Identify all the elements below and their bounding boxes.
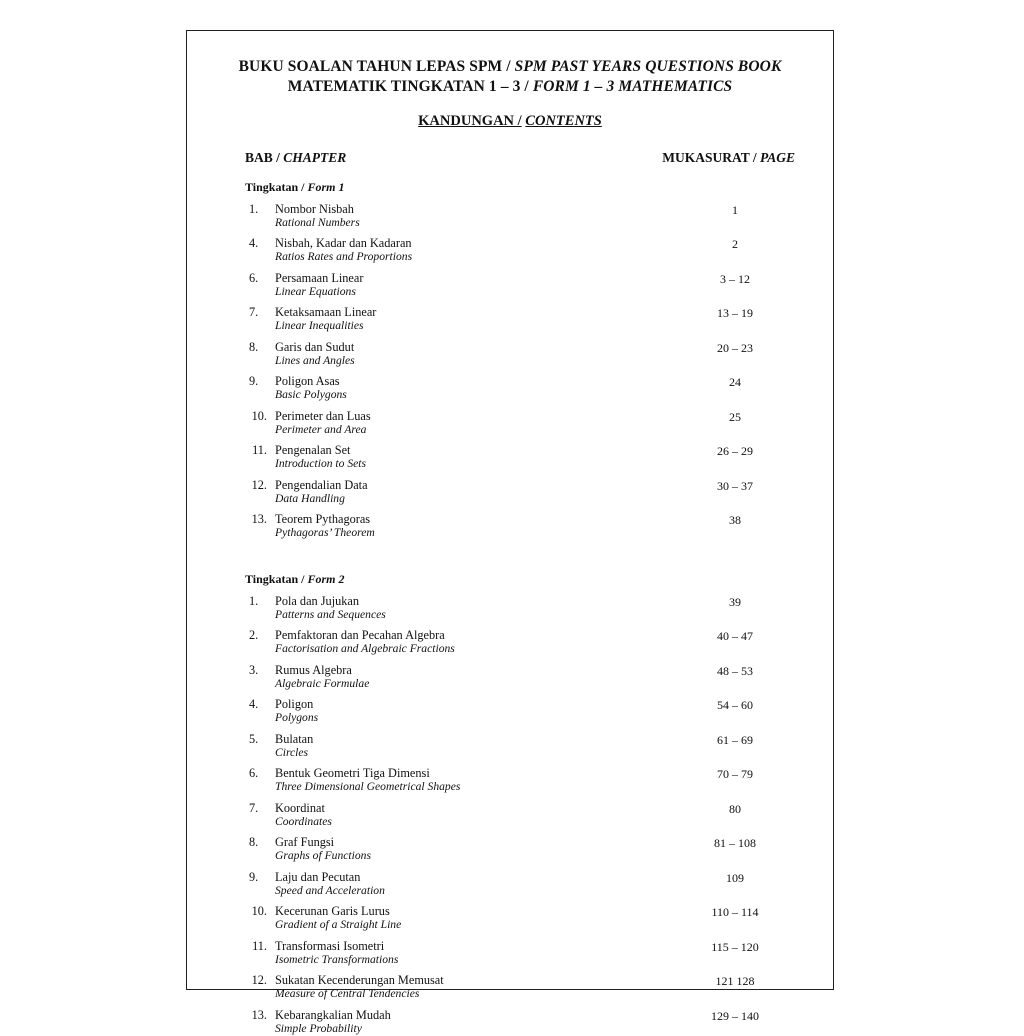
chapter-titles xyxy=(271,236,675,264)
table-row xyxy=(215,870,805,898)
chapter-title-malay: Persamaan Linear xyxy=(275,270,364,285)
chapter-number: 7. xyxy=(249,305,259,319)
chapter-page: 54 – 60 xyxy=(717,698,753,712)
table-row xyxy=(215,594,805,622)
chapter-titles xyxy=(271,305,675,333)
contents-heading xyxy=(215,113,805,130)
chapter-number: 6. xyxy=(249,270,259,285)
chapter-page: 129 – 140 xyxy=(711,1008,759,1023)
chapter-number: 13. xyxy=(251,512,267,526)
chapter-number: 12. xyxy=(251,477,267,492)
contents-heading-malay: KANDUNGAN / xyxy=(418,113,522,129)
chapter-title-malay: Bentuk Geometri Tiga Dimensi xyxy=(275,766,430,780)
column-header-page xyxy=(662,150,795,166)
chapter-title-english: Gradient of a Straight Line xyxy=(275,918,402,931)
chapter-page: 20 – 23 xyxy=(717,340,753,355)
chapter-title-malay: Ketaksamaan Linear xyxy=(275,305,377,319)
section-heading-form-1-english: Form 1 xyxy=(307,180,345,194)
chapter-page: 40 – 47 xyxy=(717,629,753,643)
chapter-number: 9. xyxy=(249,374,259,388)
chapter-title-malay: Nombor Nisbah xyxy=(275,201,354,216)
table-row xyxy=(215,305,805,333)
chapter-number: 1. xyxy=(249,593,259,608)
chapter-title-malay: Pola dan Jujukan xyxy=(275,593,360,608)
chapter-title-malay: Poligon xyxy=(275,697,314,711)
chapter-page: 2 xyxy=(732,237,738,251)
table-row xyxy=(215,697,805,725)
chapter-number: 1. xyxy=(249,201,259,216)
chapter-titles xyxy=(271,340,675,368)
chapter-page: 80 xyxy=(729,801,741,816)
chapter-title-english: Algebraic Formulae xyxy=(275,676,370,690)
chapter-number: 4. xyxy=(249,697,259,711)
chapter-titles xyxy=(271,766,675,794)
chapter-title-malay: Poligon Asas xyxy=(275,374,340,388)
chapter-titles xyxy=(271,409,675,437)
chapter-page: 81 – 108 xyxy=(714,836,756,850)
chapter-number: 8. xyxy=(249,339,259,354)
chapter-titles xyxy=(271,904,675,932)
chapter-title-malay: Pengendalian Data xyxy=(275,477,368,492)
table-row xyxy=(215,512,805,540)
chapter-list-form-2 xyxy=(215,594,805,1036)
table-row xyxy=(215,904,805,932)
chapter-number: 11. xyxy=(252,443,267,457)
chapter-titles xyxy=(271,697,675,725)
chapter-page: 30 – 37 xyxy=(717,478,753,493)
chapter-title-malay: Perimeter dan Luas xyxy=(275,408,371,423)
chapter-page: 25 xyxy=(729,409,741,424)
chapter-page: 70 – 79 xyxy=(717,767,753,781)
chapter-title-malay: Sukatan Kecenderungan Memusat xyxy=(275,973,444,987)
chapter-title-english: Graphs of Functions xyxy=(275,849,371,862)
chapter-page: 26 – 29 xyxy=(717,444,753,458)
document-page xyxy=(186,30,834,1035)
column-header-chapter-english: CHAPTER xyxy=(283,150,347,165)
chapter-page: 109 xyxy=(726,870,744,885)
book-title-line-1 xyxy=(215,57,805,77)
chapter-number: 4. xyxy=(249,236,259,250)
chapter-titles xyxy=(271,973,675,1001)
chapter-title-english: Speed and Acceleration xyxy=(275,883,385,897)
section-heading-form-1-malay: Tingkatan / xyxy=(245,180,305,194)
chapter-titles xyxy=(271,663,675,691)
chapter-titles xyxy=(271,870,675,898)
chapter-title-english: Perimeter and Area xyxy=(275,422,367,436)
chapter-title-english: Linear Inequalities xyxy=(275,319,364,332)
chapter-number: 12. xyxy=(251,973,267,987)
section-heading-form-2-english: Form 2 xyxy=(307,572,345,586)
chapter-number: 8. xyxy=(249,835,259,849)
chapter-number: 11. xyxy=(252,938,267,953)
section-spacer xyxy=(215,540,805,558)
table-row xyxy=(215,202,805,230)
chapter-title-malay: Koordinat xyxy=(275,800,325,815)
chapter-number: 10. xyxy=(251,408,267,423)
chapter-titles xyxy=(271,271,675,299)
chapter-number: 2. xyxy=(249,628,259,642)
table-row xyxy=(215,973,805,1001)
section-heading-form-2-malay: Tingkatan / xyxy=(245,572,305,586)
chapter-title-english: Circles xyxy=(275,745,309,759)
chapter-title-english: Coordinates xyxy=(275,814,332,828)
column-header-page-malay: MUKASURAT / xyxy=(662,150,757,165)
chapter-title-english: Introduction to Sets xyxy=(275,457,367,470)
chapter-title-english: Factorisation and Algebraic Fractions xyxy=(275,642,455,655)
column-header-chapter-malay: BAB / xyxy=(245,150,280,165)
chapter-titles xyxy=(271,1008,675,1036)
chapter-page: 110 – 114 xyxy=(711,905,759,919)
chapter-title-malay: Laju dan Pecutan xyxy=(275,869,361,884)
chapter-title-malay: Garis dan Sudut xyxy=(275,339,355,354)
table-row xyxy=(215,478,805,506)
chapter-title-english: Polygons xyxy=(275,711,319,724)
chapter-titles xyxy=(271,939,675,967)
chapter-title-malay: Graf Fungsi xyxy=(275,835,335,849)
table-row xyxy=(215,443,805,471)
book-title-english: SPM PAST YEARS QUESTIONS BOOK xyxy=(514,58,782,75)
chapter-title-malay: Nisbah, Kadar dan Kadaran xyxy=(275,236,412,250)
chapter-titles xyxy=(271,512,675,540)
table-row xyxy=(215,340,805,368)
chapter-title-english: Rational Numbers xyxy=(275,215,360,229)
table-row xyxy=(215,939,805,967)
chapter-titles xyxy=(271,374,675,402)
chapter-title-malay: Rumus Algebra xyxy=(275,662,352,677)
chapter-titles xyxy=(271,732,675,760)
column-header-page-english: PAGE xyxy=(759,150,795,165)
chapter-number: 9. xyxy=(249,869,259,884)
chapter-number: 5. xyxy=(249,731,259,746)
table-row xyxy=(215,409,805,437)
chapter-title-malay: Pemfaktoran dan Pecahan Algebra xyxy=(275,628,445,642)
document-content xyxy=(187,31,833,1035)
chapter-page: 115 – 120 xyxy=(711,939,759,954)
chapter-title-english: Pythagoras’ Theorem xyxy=(275,526,375,539)
table-row xyxy=(215,801,805,829)
chapter-title-english: Data Handling xyxy=(275,491,345,505)
chapter-titles xyxy=(271,628,675,656)
book-subtitle-line-2 xyxy=(215,77,805,97)
table-row xyxy=(215,374,805,402)
chapter-page: 1 xyxy=(732,202,738,217)
chapter-titles xyxy=(271,202,675,230)
chapter-page: 48 – 53 xyxy=(717,663,753,678)
book-subtitle-english: FORM 1 – 3 MATHEMATICS xyxy=(532,78,733,95)
chapter-title-english: Ratios Rates and Proportions xyxy=(275,250,413,263)
table-row xyxy=(215,236,805,264)
chapter-title-malay: Bulatan xyxy=(275,731,314,746)
chapter-title-english: Isometric Transformations xyxy=(275,952,399,966)
chapter-title-malay: Transformasi Isometri xyxy=(275,938,385,953)
chapter-number: 10. xyxy=(251,904,267,918)
chapter-titles xyxy=(271,443,675,471)
table-row xyxy=(215,663,805,691)
chapter-title-english: Measure of Central Tendencies xyxy=(275,987,420,1000)
table-row xyxy=(215,732,805,760)
contents-heading-english: CONTENTS xyxy=(525,113,602,129)
chapter-page: 13 – 19 xyxy=(717,306,753,320)
table-row xyxy=(215,766,805,794)
chapter-list-form-1 xyxy=(215,202,805,541)
chapter-titles xyxy=(271,594,675,622)
chapter-page: 3 – 12 xyxy=(720,271,750,286)
chapter-title-malay: Kecerunan Garis Lurus xyxy=(275,904,390,918)
chapter-number: 13. xyxy=(251,1007,267,1022)
table-row xyxy=(215,271,805,299)
chapter-number: 3. xyxy=(249,662,259,677)
chapter-title-malay: Pengenalan Set xyxy=(275,443,351,457)
chapter-title-english: Patterns and Sequences xyxy=(275,607,386,621)
chapter-titles xyxy=(271,835,675,863)
chapter-page: 24 xyxy=(729,375,741,389)
column-header-chapter xyxy=(245,150,346,166)
table-row xyxy=(215,628,805,656)
chapter-title-english: Simple Probability xyxy=(275,1021,362,1035)
chapter-title-malay: Kebarangkalian Mudah xyxy=(275,1007,391,1022)
section-heading-form-2 xyxy=(215,572,805,587)
table-column-headers xyxy=(215,150,805,166)
chapter-title-malay: Teorem Pythagoras xyxy=(275,512,371,526)
chapter-number: 7. xyxy=(249,800,259,815)
table-row xyxy=(215,1008,805,1036)
chapter-number: 6. xyxy=(249,766,259,780)
chapter-title-english: Linear Equations xyxy=(275,284,356,298)
book-title-malay: BUKU SOALAN TAHUN LEPAS SPM / xyxy=(238,58,511,75)
table-row xyxy=(215,835,805,863)
chapter-title-english: Basic Polygons xyxy=(275,388,347,401)
book-subtitle-malay: MATEMATIK TINGKATAN 1 – 3 / xyxy=(287,78,529,95)
chapter-page: 38 xyxy=(729,513,741,527)
chapter-titles xyxy=(271,478,675,506)
chapter-page: 121 128 xyxy=(715,974,755,988)
chapter-title-english: Three Dimensional Geometrical Shapes xyxy=(275,780,461,793)
chapter-page: 39 xyxy=(729,594,741,609)
chapter-page: 61 – 69 xyxy=(717,732,753,747)
section-heading-form-1 xyxy=(215,180,805,195)
chapter-title-english: Lines and Angles xyxy=(275,353,355,367)
chapter-titles xyxy=(271,801,675,829)
